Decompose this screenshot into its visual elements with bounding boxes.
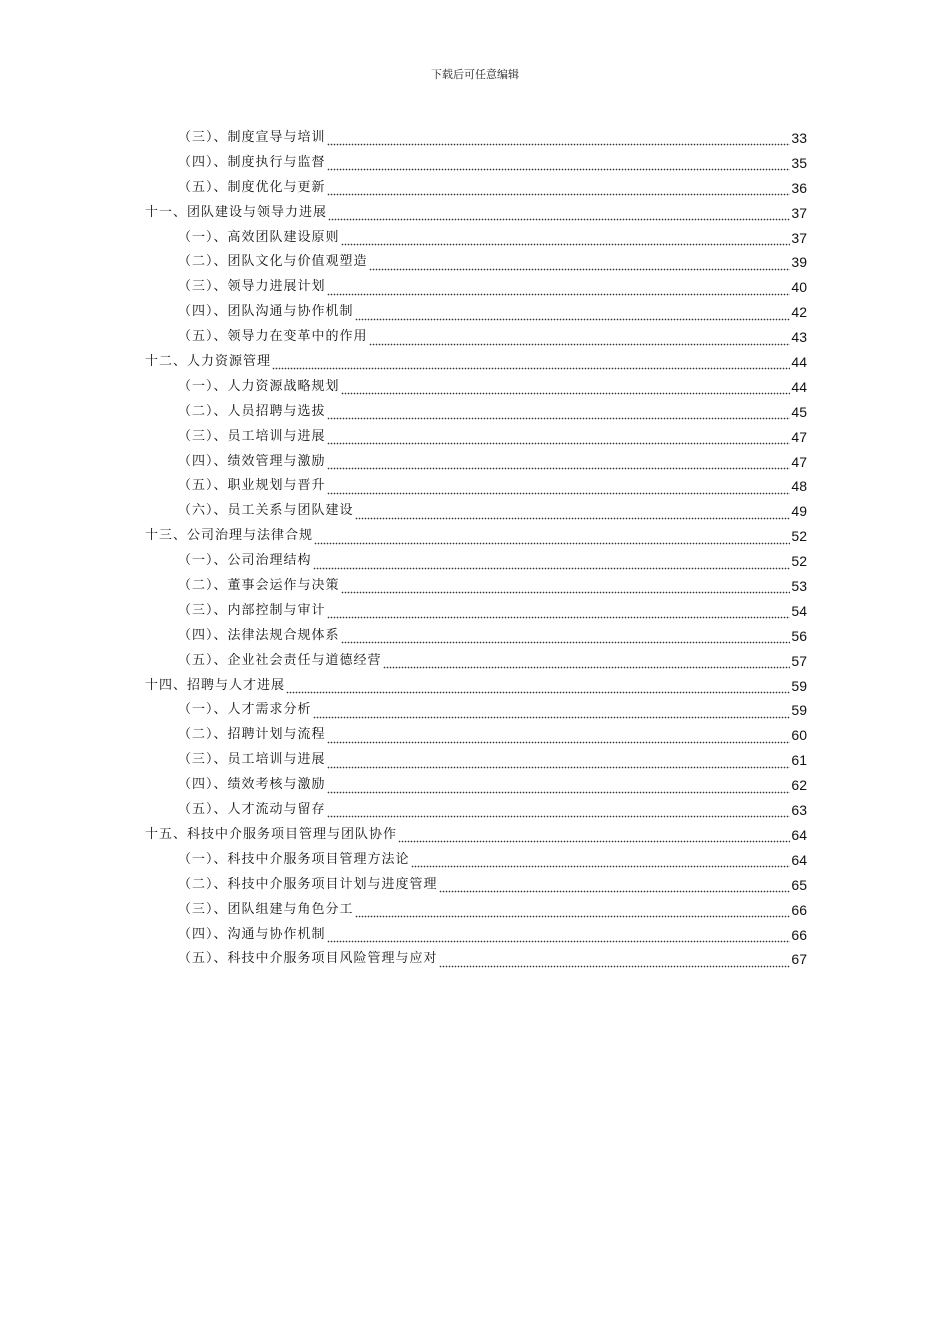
- toc-dot-leader: [398, 829, 790, 843]
- toc-page-number: 56: [791, 627, 807, 644]
- toc-chapter-entry[interactable]: [0, 674, 950, 699]
- toc-page-number: 66: [791, 901, 807, 918]
- toc-section-entry[interactable]: [0, 176, 950, 201]
- toc-dot-leader: [341, 580, 791, 594]
- toc-entry-title: （三）、员工培训与进展: [178, 752, 326, 768]
- toc-page-number: 52: [791, 528, 807, 545]
- toc-dot-leader: [327, 282, 791, 296]
- toc-section-entry[interactable]: [0, 499, 950, 524]
- toc-entry-title: （三）、内部控制与审计: [178, 602, 326, 618]
- toc-entry-title: （四）、绩效管理与激励: [178, 453, 326, 469]
- toc-page-number: 44: [791, 378, 807, 395]
- toc-section-entry[interactable]: [0, 723, 950, 748]
- toc-page-number: 39: [791, 254, 807, 271]
- toc-entry-title: （六）、员工关系与团队建设: [178, 503, 354, 519]
- toc-section-entry[interactable]: [0, 698, 950, 723]
- toc-page-number: 42: [791, 304, 807, 321]
- toc-entry-title: 十三、公司治理与法律合规: [145, 528, 314, 544]
- toc-section-entry[interactable]: [0, 873, 950, 898]
- toc-section-entry[interactable]: [0, 226, 950, 251]
- toc-entry-title: （五）、制度优化与更新: [178, 179, 326, 195]
- toc-entry-title: 十一、团队建设与领导力进展: [145, 204, 328, 220]
- toc-entry-title: （二）、董事会运作与决策: [178, 578, 340, 594]
- toc-dot-leader: [327, 157, 791, 171]
- toc-section-entry[interactable]: [0, 450, 950, 475]
- toc-section-entry[interactable]: [0, 773, 950, 798]
- toc-dot-leader: [341, 232, 791, 246]
- toc-section-entry[interactable]: [0, 126, 950, 151]
- toc-entry-title: （二）、人员招聘与选拔: [178, 403, 326, 419]
- toc-section-entry[interactable]: [0, 375, 950, 400]
- toc-entry-title: （五）、科技中介服务项目风险管理与应对: [178, 951, 438, 967]
- toc-dot-leader: [383, 655, 791, 669]
- toc-page-number: 59: [791, 677, 807, 694]
- toc-dot-leader: [327, 132, 791, 146]
- toc-dot-leader: [327, 431, 791, 445]
- toc-page-number: 65: [791, 876, 807, 893]
- toc-section-entry[interactable]: [0, 649, 950, 674]
- toc-chapter-entry[interactable]: [0, 823, 950, 848]
- toc-entry-title: （一）、人力资源战略规划: [178, 378, 340, 394]
- toc-dot-leader: [355, 307, 791, 321]
- toc-page-number: 49: [791, 503, 807, 520]
- toc-page-number: 40: [791, 279, 807, 296]
- toc-page-number: 48: [791, 478, 807, 495]
- toc-page-number: 43: [791, 329, 807, 346]
- toc-dot-leader: [314, 531, 790, 545]
- toc-dot-leader: [355, 904, 791, 918]
- toc-page-number: 44: [791, 354, 807, 371]
- toc-dot-leader: [272, 356, 790, 370]
- toc-page-number: 35: [791, 154, 807, 171]
- toc-dot-leader: [327, 755, 791, 769]
- toc-entry-title: （一）、公司治理结构: [178, 553, 312, 569]
- toc-entry-title: （五）、人才流动与留存: [178, 802, 326, 818]
- toc-dot-leader: [327, 456, 791, 470]
- toc-section-entry[interactable]: [0, 898, 950, 923]
- toc-page-number: 64: [791, 851, 807, 868]
- toc-page-number: 33: [791, 130, 807, 146]
- toc-entry-title: （四）、绩效考核与激励: [178, 777, 326, 793]
- toc-dot-leader: [327, 929, 791, 943]
- toc-entry-title: （五）、领导力在变革中的作用: [178, 329, 368, 345]
- toc-entry-title: （五）、企业社会责任与道德经营: [178, 652, 382, 668]
- toc-dot-leader: [328, 207, 790, 221]
- toc-dot-leader: [327, 182, 791, 196]
- toc-section-entry[interactable]: [0, 748, 950, 773]
- toc-section-entry[interactable]: [0, 300, 950, 325]
- toc-page-number: 63: [791, 802, 807, 819]
- toc-dot-leader: [327, 406, 791, 420]
- toc-entry-title: （三）、领导力进展计划: [178, 279, 326, 295]
- toc-entry-title: 十二、人力资源管理: [145, 354, 272, 370]
- toc-page-number: 37: [791, 204, 807, 221]
- toc-entry-title: （一）、科技中介服务项目管理方法论: [178, 851, 410, 867]
- toc-dot-leader: [369, 257, 791, 271]
- toc-entry-title: （三）、员工培训与进展: [178, 428, 326, 444]
- toc-chapter-entry[interactable]: [0, 201, 950, 226]
- toc-section-entry[interactable]: [0, 474, 950, 499]
- toc-section-entry[interactable]: [0, 923, 950, 948]
- toc-section-entry[interactable]: [0, 798, 950, 823]
- toc-section-entry[interactable]: [0, 624, 950, 649]
- toc-page-number: 54: [791, 602, 807, 619]
- toc-entry-title: （三）、制度宣导与培训: [178, 130, 326, 145]
- toc-entry-title: （三）、团队组建与角色分工: [178, 901, 354, 917]
- toc-entry-title: （四）、沟通与协作机制: [178, 926, 326, 942]
- toc-page-number: 47: [791, 453, 807, 470]
- toc-page-number: 67: [791, 951, 807, 968]
- toc-dot-leader: [341, 381, 791, 395]
- toc-dot-leader: [313, 705, 791, 719]
- toc-page-number: 47: [791, 428, 807, 445]
- toc-page-number: 45: [791, 403, 807, 420]
- toc-page-number: 57: [791, 652, 807, 669]
- toc-section-entry[interactable]: [0, 250, 950, 275]
- toc-page-number: 61: [791, 752, 807, 769]
- toc-section-entry[interactable]: [0, 549, 950, 574]
- toc-page-number: 66: [791, 926, 807, 943]
- toc-chapter-entry[interactable]: [0, 350, 950, 375]
- toc-section-entry[interactable]: [0, 151, 950, 176]
- toc-dot-leader: [411, 854, 791, 868]
- toc-dot-leader: [313, 556, 791, 570]
- toc-dot-leader: [369, 332, 791, 346]
- toc-dot-leader: [439, 879, 791, 893]
- toc-entry-title: （四）、团队沟通与协作机制: [178, 304, 354, 320]
- toc-dot-leader: [327, 804, 791, 818]
- toc-section-entry[interactable]: [0, 400, 950, 425]
- toc-page-number: 37: [791, 229, 807, 246]
- toc-entry-title: （四）、制度执行与监督: [178, 154, 326, 170]
- toc-dot-leader: [327, 730, 791, 744]
- toc-dot-leader: [327, 481, 791, 495]
- toc-entry-title: （五）、职业规划与晋升: [178, 478, 326, 494]
- page-header: 下载后可任意编辑: [431, 68, 519, 81]
- toc-dot-leader: [341, 630, 791, 644]
- toc-page-number: 53: [791, 578, 807, 595]
- toc-page-number: 59: [791, 702, 807, 719]
- toc-entry-title: 十五、科技中介服务项目管理与团队协作: [145, 826, 398, 842]
- toc-chapter-entry[interactable]: [0, 524, 950, 549]
- toc-section-entry[interactable]: [0, 275, 950, 300]
- toc-page-number: 64: [791, 826, 807, 843]
- toc-page-number: 60: [791, 727, 807, 744]
- toc-entry-title: （二）、招聘计划与流程: [178, 727, 326, 743]
- toc-entry-title: （二）、科技中介服务项目计划与进度管理: [178, 876, 438, 892]
- toc-entry-title: （四）、法律法规合规体系: [178, 627, 340, 643]
- toc-entry-title: （二）、团队文化与价值观塑造: [178, 254, 368, 270]
- toc-dot-leader: [439, 954, 791, 968]
- toc-section-entry[interactable]: [0, 574, 950, 599]
- toc-section-entry[interactable]: [0, 947, 950, 972]
- toc-dot-leader: [355, 506, 791, 520]
- toc-dot-leader: [327, 780, 791, 794]
- toc-page-number: 62: [791, 777, 807, 794]
- toc-section-entry[interactable]: [0, 325, 950, 350]
- toc-page-number: 52: [791, 553, 807, 570]
- toc-section-entry[interactable]: [0, 599, 950, 624]
- toc-entry-title: （一）、高效团队建设原则: [178, 229, 340, 245]
- table-of-contents: [0, 126, 950, 972]
- toc-section-entry[interactable]: [0, 848, 950, 873]
- toc-dot-leader: [286, 680, 790, 694]
- toc-page-number: 36: [791, 179, 807, 196]
- toc-section-entry[interactable]: [0, 425, 950, 450]
- toc-dot-leader: [327, 605, 791, 619]
- toc-entry-title: 十四、招聘与人才进展: [145, 677, 286, 693]
- toc-entry-title: （一）、人才需求分析: [178, 702, 312, 718]
